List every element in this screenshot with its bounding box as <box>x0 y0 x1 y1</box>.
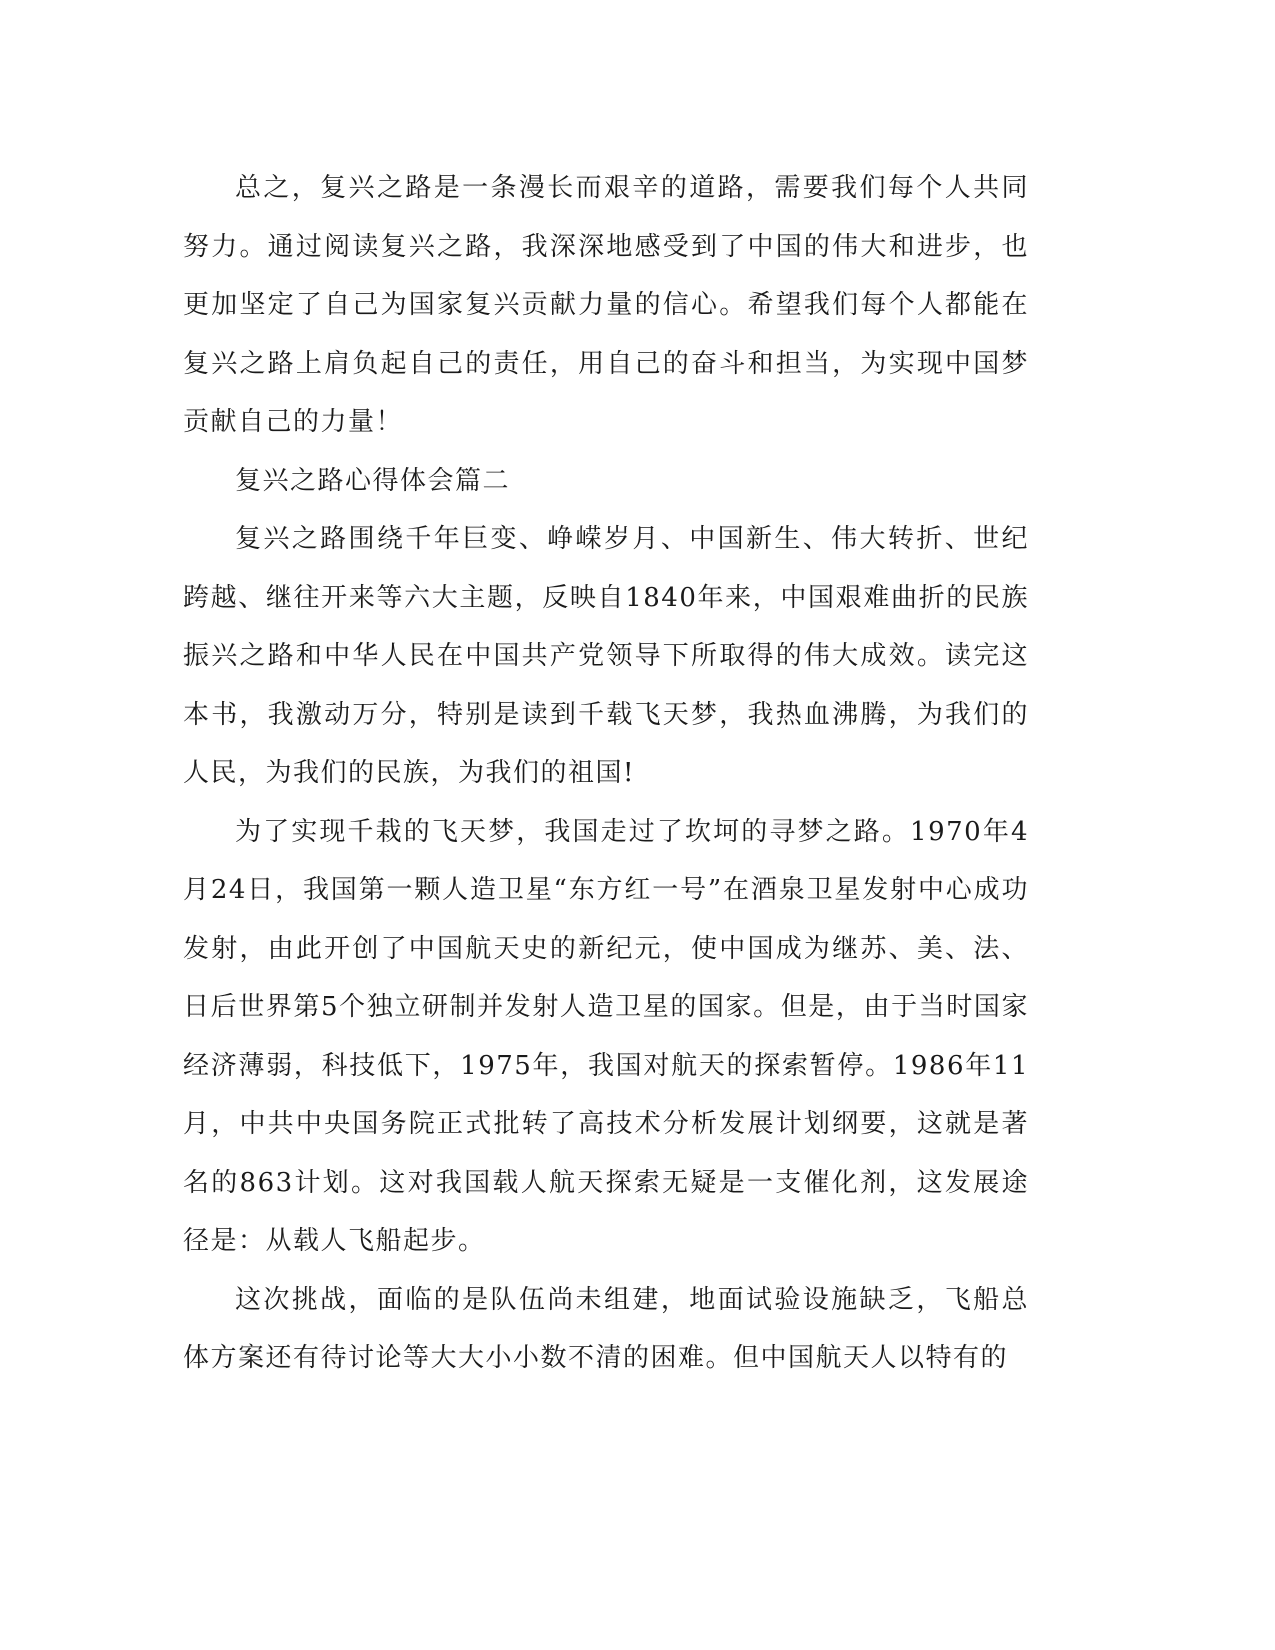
document-body <box>183 159 1029 1388</box>
paragraph-challenge: 这次挑战，面临的是队伍尚未组建，地面试验设施缺乏，飞船总体方案还有待讨论等大大小小数不清的困难。但中国航天人以特有的 <box>183 1284 1029 1373</box>
paragraph-space-history: 为了实现千栽的飞天梦，我国走过了坎坷的寻梦之路。1970年4月24日，我国第一颗人造卫星“东方红一号”在酒泉卫星发射中心成功发射，由此开创了中国航天史的新纪元，使中国成为继苏、美、法、日后世界第5个独立研制并发射人造卫星的国家。但是，由于当时国家经济薄弱，科技低下，1975年，我国对航天的探索暂停。1986年11月，中共中央国务院正式批转了高技术分析发展计划纲要，这就是著名的863计划。这对我国载人航天探索无疑是一支催化剂，这发展途径是：从载人飞船起步。 <box>183 816 1029 1256</box>
paragraph-intro: 复兴之路围绕千年巨变、峥嵘岁月、中国新生、伟大转折、世纪跨越、继往开来等六大主题，反映自1840年来，中国艰难曲折的民族振兴之路和中华人民在中国共产党领导下所取得的伟大成效。读完这本书，我激动万分，特别是读到千载飞天梦，我热血沸腾，为我们的人民，为我们的民族，为我们的祖国! <box>183 524 1029 788</box>
paragraph-conclusion: 总之，复兴之路是一条漫长而艰辛的道路，需要我们每个人共同努力。通过阅读复兴之路，我深深地感受到了中国的伟大和进步，也更加坚定了自己为国家复兴贡献力量的信心。希望我们每个人都能在复兴之路上肩负起自己的责任，用自己的奋斗和担当，为实现中国梦贡献自己的力量！ <box>183 173 1029 437</box>
section-heading: 复兴之路心得体会篇二 <box>235 465 511 496</box>
